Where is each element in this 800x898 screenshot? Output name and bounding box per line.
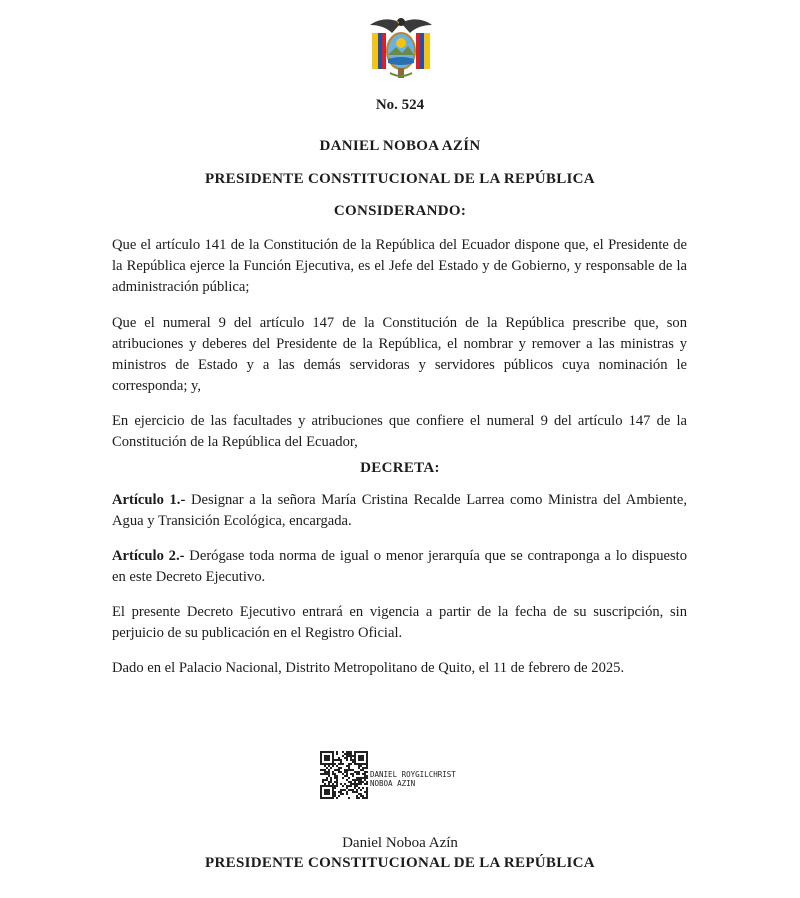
closing-paragraph: El presente Decreto Ejecutivo entrará en vigencia a partir de la fecha de su suscripción, sin perjuicio de su publicación en el Registro Oficial. [112, 604, 687, 641]
article-text: Derógase toda norma de igual o menor jerarquía que se contraponga a lo dispuesto en este Decreto Ejecutivo. [112, 548, 687, 585]
coat-of-arms-icon [368, 13, 434, 83]
decreta-heading: DECRETA: [360, 460, 440, 476]
stamp-line: DANIEL ROYGILCHRIST [370, 770, 456, 779]
decree-number: No. 524 [375, 97, 425, 113]
consideration-paragraph: En ejercicio de las facultades y atribuciones que confiere el numeral 9 del artículo 147 de la Constitución de la República del Ecuador, [112, 413, 687, 450]
considerando-heading: CONSIDERANDO: [333, 203, 467, 219]
signatory-title: PRESIDENTE CONSTITUCIONAL DE LA REPÚBLICA [205, 855, 595, 871]
qr-code-icon [320, 751, 368, 799]
article-text: Designar a la señora María Cristina Recalde Larrea como Ministra del Ambiente, Agua y Transición Ecológica, encargada. [112, 492, 687, 529]
signatory-name: Daniel Noboa Azín [342, 835, 458, 851]
digital-signature-stamp [370, 771, 456, 788]
article-label: Artículo 1.- [112, 492, 186, 508]
closing-paragraph: Dado en el Palacio Nacional, Distrito Metropolitano de Quito, el 11 de febrero de 2025. [112, 660, 625, 676]
president-name-heading: DANIEL NOBOA AZÍN [319, 138, 481, 154]
article-paragraph [112, 546, 687, 588]
president-title-heading: PRESIDENTE CONSTITUCIONAL DE LA REPÚBLICA [205, 171, 595, 187]
consideration-paragraph: Que el numeral 9 del artículo 147 de la Constitución de la República prescribe que, son atribuciones y deberes del Presidente de la República, el nombrar y remover a las ministras y ministros de Estado y a las demás servidoras y servidores públicos cuya nominación le corresponda; y, [112, 315, 687, 394]
consideration-paragraph: Que el artículo 141 de la Constitución de la República del Ecuador dispone que, el Presidente de la República ejerce la Función Ejecutiva, es el Jefe del Estado y de Gobierno, y responsable de la administración pública; [112, 237, 687, 295]
article-label: Artículo 2.- [112, 548, 185, 564]
stamp-line: NOBOA AZIN [370, 778, 416, 788]
article-paragraph [112, 490, 687, 532]
